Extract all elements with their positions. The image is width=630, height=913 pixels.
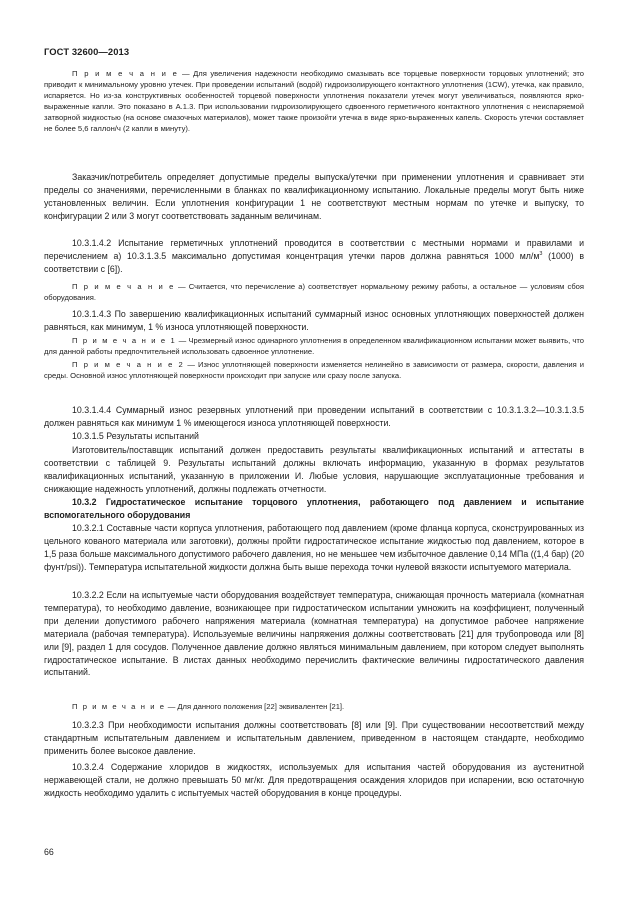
note-label: П р и м е ч а н и е 2 xyxy=(72,360,185,369)
superscript: 3 xyxy=(539,250,543,257)
note-block-3 xyxy=(44,336,584,358)
note-text: — Считается, что перечисление а) соответствует нормальному режиму работы, а остальное — условиям сбоя оборудования. xyxy=(44,282,585,302)
note-text: — Износ уплотняющей поверхности изменяется нелинейно в зависимости от размера, скорости, давления и среды. Основной износ уплотняющей поверхности происходит при запуске или сразу после запуска. xyxy=(44,360,584,380)
paragraph-text: 10.3.2.4 Содержание хлоридов в жидкостях, используемых для испытания частей оборудования из аустенитной нержавеющей стали, не должно превышать 50 мг/кг. Для предотвращения осаждения хлоридов при испарении, всю остаточную жидкость необходимо удалить с испытуемых частей оборудования в конце процедуры. xyxy=(44,762,584,798)
paragraph-manufacturer xyxy=(44,444,584,496)
paragraph-text-cont: (1000) в соответствии с [6]). xyxy=(44,250,584,274)
note-text: — Для данного положения [22] эквивалентен [21]. xyxy=(165,702,345,711)
paragraph-text: Изготовитель/поставщик испытаний должен предоставить результаты квалификационных испытаний и аттестаты в соответствии с таблицей 9. Результаты испытаний должны включать информацию, указанную в формах результатов квалификационных испытаний, указанную в приложении И. Любые условия, нарушающие эксплуатационные требования и снижающие надежность уплотнений, должны подлежать отчетности. xyxy=(44,445,584,494)
note-text: — Чрезмерный износ одинарного уплотнения в определенном квалификационном испытании может выявить, что для данной работы предпочтительней использовать сдвоенное уплотнение. xyxy=(44,336,584,356)
paragraph-text: 10.3.1.4.4 Суммарный износ резервных уплотнений при проведении испытаний в соответствии с 10.3.1.3.2—10.3.1.3.5 должен равняться как минимум 1 % имеющегося износа уплотняющей поверхности. xyxy=(44,405,584,428)
paragraph-10-3-2-3 xyxy=(44,719,584,758)
note-label: П р и м е ч а н и е xyxy=(72,282,175,291)
page-number: 66 xyxy=(44,847,54,857)
paragraph-text: 10.3.1.5 Результаты испытаний xyxy=(72,431,199,441)
paragraph-text: 10.3.2.1 Составные части корпуса уплотнения, работающего под давлением (кроме фланца корпуса, сконструированных из цельного кованого материала или заготовки), должны пройти гидростатическое испытание жидкостью под давлением, которое в 1,5 раза больше максимального допустимого рабочего давления, но не меньшее чем избыточное давление 0,14 МПа ((1,4 бар) (20 фунт/psi)). Температура испытательной жидкости должна быть выше перехода точки нулевой вязкости испытуемого материала. xyxy=(44,523,584,572)
note-block-5 xyxy=(44,702,584,713)
note-label: П р и м е ч а н и е xyxy=(72,702,166,711)
paragraph-text: 10.3.1.4.3 По завершению квалификационных испытаний суммарный износ основных уплотняющих поверхностей должен равняться, как минимум, 1 % износа уплотняющей поверхности. xyxy=(44,309,584,332)
section-heading: 10.3.2 Гидростатическое испытание торцового уплотнения, работающего под давлением и испытание вспомогательного оборудования xyxy=(44,497,584,520)
paragraph-10-3-1-5 xyxy=(44,430,584,443)
note-text: — Для увеличения надежности необходимо смазывать все торцевые поверхности торцовых уплотнений; это приводит к минимальному уровню утечек. При проведении испытаний (водой) гидроизолирующего контактного уплотнения (1CW), утечка, как правило, испаряется. Но из-за конструктивных особенностей торцевой поверхности уплотнения показатели утечек могут увеличиваться, появляются ярко-выраженные капли. Это показано в А.1.3. При использовании гидроизолирующего сдвоенного герметичного контактного уплотнения с неиспаряемой затворной жидкостью (на основе смазочных материалов), может также произойти утечка в виде ярко-выраженных капель. Скорость утечки составляет не более 5,6 галлон/ч (2 капли в минуту). xyxy=(44,69,585,133)
paragraph-10-3-1-4-4 xyxy=(44,404,584,430)
paragraph-10-3-1-4-3 xyxy=(44,308,584,334)
document-header: ГОСТ 32600—2013 xyxy=(44,46,130,57)
note-block-2 xyxy=(44,282,584,304)
note-label: П р и м е ч а н и е xyxy=(72,69,179,78)
note-label: П р и м е ч а н и е 1 xyxy=(72,336,177,345)
paragraph-10-3-2-2 xyxy=(44,589,584,679)
paragraph-text: Заказчик/потребитель определяет допустимые пределы выпуска/утечки при применении уплотнения и сравнивает эти пределы со значениями, перечисленными в бланках по квалификационному испытанию. Локальные пределы могут быть ниже установленных величин. Если уплотнения конфигурации 1 не соответствуют местным нормам по утечке и выпуску, то конфигурации 2 или 3 могут соответствовать заданным величинам. xyxy=(44,172,584,221)
heading-10-3-2 xyxy=(44,496,584,522)
paragraph-text: 10.3.2.2 Если на испытуемые части оборудования воздействует температура, снижающая прочность материала (комнатная температура), то необходимо давление, возникающее при гидростатическом испытании умножить на коэффициент, полученный при делении допустимого рабочего напряжения материала (комнатная температура) на допустимое рабочее напряжение материала (рабочая температура). Используемые величины напряжения должны соответствовать [21] для трубопровода или [8] или [9], раздел 1 для сосудов. Полученное давление должно являться минимальным давлением, при котором следует выполнять гидростатическое испытание. В листах данных необходимо перечислить фактические величины гидростатического давления испытаний. xyxy=(44,590,584,678)
paragraph-text: 10.3.1.4.2 Испытание герметичных уплотнений проводится в соответствии с местными нормами и правилами и перечислением а) 10.3.1.3.5 максимально допустимая концентрация утечки паров должна равняться 1000 мл/м xyxy=(44,238,584,261)
paragraph-10-3-2-4 xyxy=(44,761,584,800)
paragraph-10-3-2-1 xyxy=(44,522,584,574)
paragraph-text: 10.3.2.3 При необходимости испытания должны соответствовать [8] или [9]. При существовании несоответствий между стандартным испытательным давлением и испытательным давлением, приведенном в настоящем стандарте, необходимо применить более высокое давление. xyxy=(44,720,584,756)
note-block-1 xyxy=(44,69,584,134)
paragraph-customer xyxy=(44,171,584,223)
note-block-4 xyxy=(44,360,584,382)
paragraph-10-3-1-4-2 xyxy=(44,237,584,276)
